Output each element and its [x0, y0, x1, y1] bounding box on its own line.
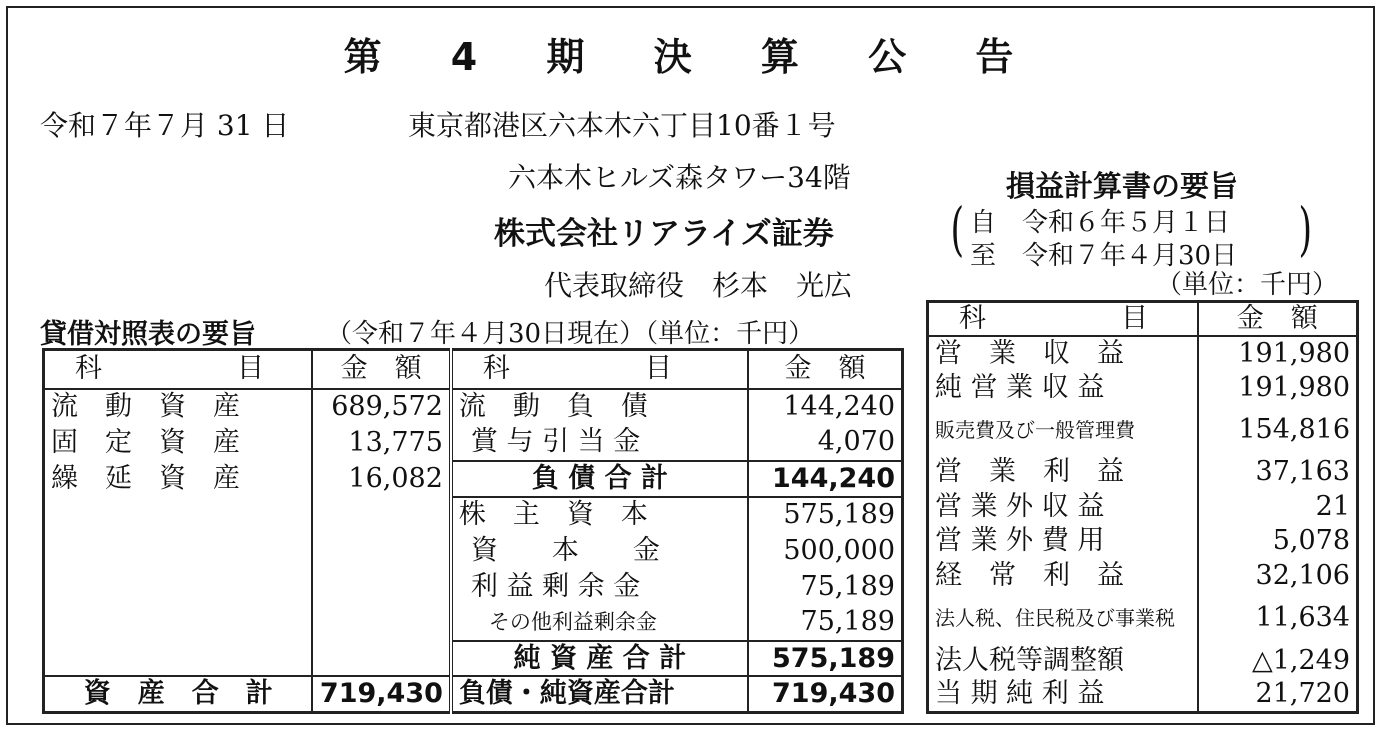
open-paren: (	[950, 195, 965, 263]
income-statement-title: 損益計算書の要旨	[1006, 169, 1239, 203]
liab-equity-total-label: 負債・純資産合計	[451, 676, 748, 712]
table-row-value: 13,775	[312, 425, 450, 461]
pl-header-amount: 金 額	[1198, 302, 1358, 337]
table-row-label: 営 業 外 費 用	[928, 524, 1198, 559]
table-row-label: 資 本 金	[451, 533, 748, 569]
table-row-value: 144,240	[783, 391, 895, 423]
table-row-value: 191,980	[1238, 371, 1350, 403]
balance-sheet-table	[42, 348, 904, 714]
table-row-value: 191,980	[1238, 337, 1350, 369]
close-paren: )	[1298, 195, 1313, 263]
announcement-date: 令和７年７月 31 日	[40, 109, 290, 142]
table-row-label: 販売費及び一般管理費	[928, 405, 1198, 455]
table-row-value: 154,816	[1238, 414, 1350, 446]
table-row-value: 21,720	[1255, 678, 1350, 710]
table-row-value: 32,106	[1255, 559, 1350, 591]
pl-header-item: 科 目	[928, 302, 1198, 337]
table-row-value: 575,189	[783, 499, 895, 531]
table-row-value: △1,249	[1251, 644, 1350, 676]
income-statement-unit: （単位：千円）	[1156, 270, 1339, 300]
bs-header-amount-right: 金 額	[748, 350, 903, 389]
liabilities-total-label: 負 債 合 計	[451, 461, 748, 497]
representative: 代表取締役 杉本 光広	[544, 269, 853, 302]
address-line-2: 六本木ヒルズ森タワー34階	[508, 161, 851, 194]
bs-header-item-right: 科 目	[451, 350, 748, 389]
table-row-label: 繰 延 資 産	[44, 461, 313, 497]
table-row-value: 689,572	[312, 389, 450, 425]
income-statement-to: 至 令和７年４月30日	[970, 241, 1238, 271]
table-row-value: 5,078	[1272, 525, 1350, 557]
page-title: 第 4 期 決 算 公 告	[343, 35, 1042, 79]
table-row-value: 37,163	[1255, 456, 1350, 488]
table-row-label: 株 主 資 本	[451, 497, 748, 533]
table-row-value: 4,070	[817, 426, 895, 458]
liab-equity-total-value: 719,430	[748, 676, 903, 712]
balance-sheet-period: （令和７年４月30日現在）（単位：千円）	[326, 319, 815, 349]
table-row-label: 固 定 資 産	[44, 425, 313, 461]
table-row-value: 75,189	[800, 570, 895, 602]
table-row-label: 流 動 負 債	[451, 389, 748, 425]
table-row-label: 当 期 純 利 益	[928, 678, 1198, 713]
table-row-label: 法人税、住民税及び事業税	[928, 593, 1198, 643]
table-row-value: 500,000	[783, 534, 895, 566]
table-row-label: 営 業 外 収 益	[928, 490, 1198, 525]
table-row-value: 16,082	[312, 461, 450, 497]
table-row-label: 純 営 業 収 益	[928, 371, 1198, 406]
address-line-1: 東京都港区六本木六丁目10番１号	[408, 109, 836, 142]
document-frame	[6, 6, 1375, 725]
table-row-label: 法人税等調整額	[928, 643, 1198, 678]
assets-total-value: 719,430	[312, 676, 450, 712]
equity-total-value: 575,189	[748, 641, 903, 677]
company-name: 株式会社リアライズ証券	[494, 216, 834, 252]
table-row-value: 75,189	[800, 606, 895, 638]
equity-total-label: 純 資 産 合 計	[451, 641, 748, 677]
table-row-value: 21	[1315, 490, 1350, 522]
bs-header-amount-left: 金 額	[312, 350, 450, 389]
income-statement-table	[926, 300, 1359, 714]
assets-total-label: 資 産 合 計	[44, 676, 313, 712]
income-statement-from: 自 令和６年５月１日	[970, 208, 1231, 238]
table-row-label: その他利益剰余金	[451, 605, 748, 641]
table-row-label: 賞 与 引 当 金	[451, 425, 748, 461]
table-row-label: 営 業 利 益	[928, 455, 1198, 490]
table-row-label: 流 動 資 産	[44, 389, 313, 425]
table-row-label: 営 業 収 益	[928, 336, 1198, 371]
bs-header-item-left: 科 目	[44, 350, 313, 389]
liabilities-total-value: 144,240	[748, 461, 903, 497]
table-row-label: 利 益 剰 余 金	[451, 569, 748, 605]
balance-sheet-title: 貸借対照表の要旨	[40, 319, 256, 350]
table-row-value: 11,634	[1255, 602, 1350, 634]
table-row-label: 経 常 利 益	[928, 559, 1198, 594]
